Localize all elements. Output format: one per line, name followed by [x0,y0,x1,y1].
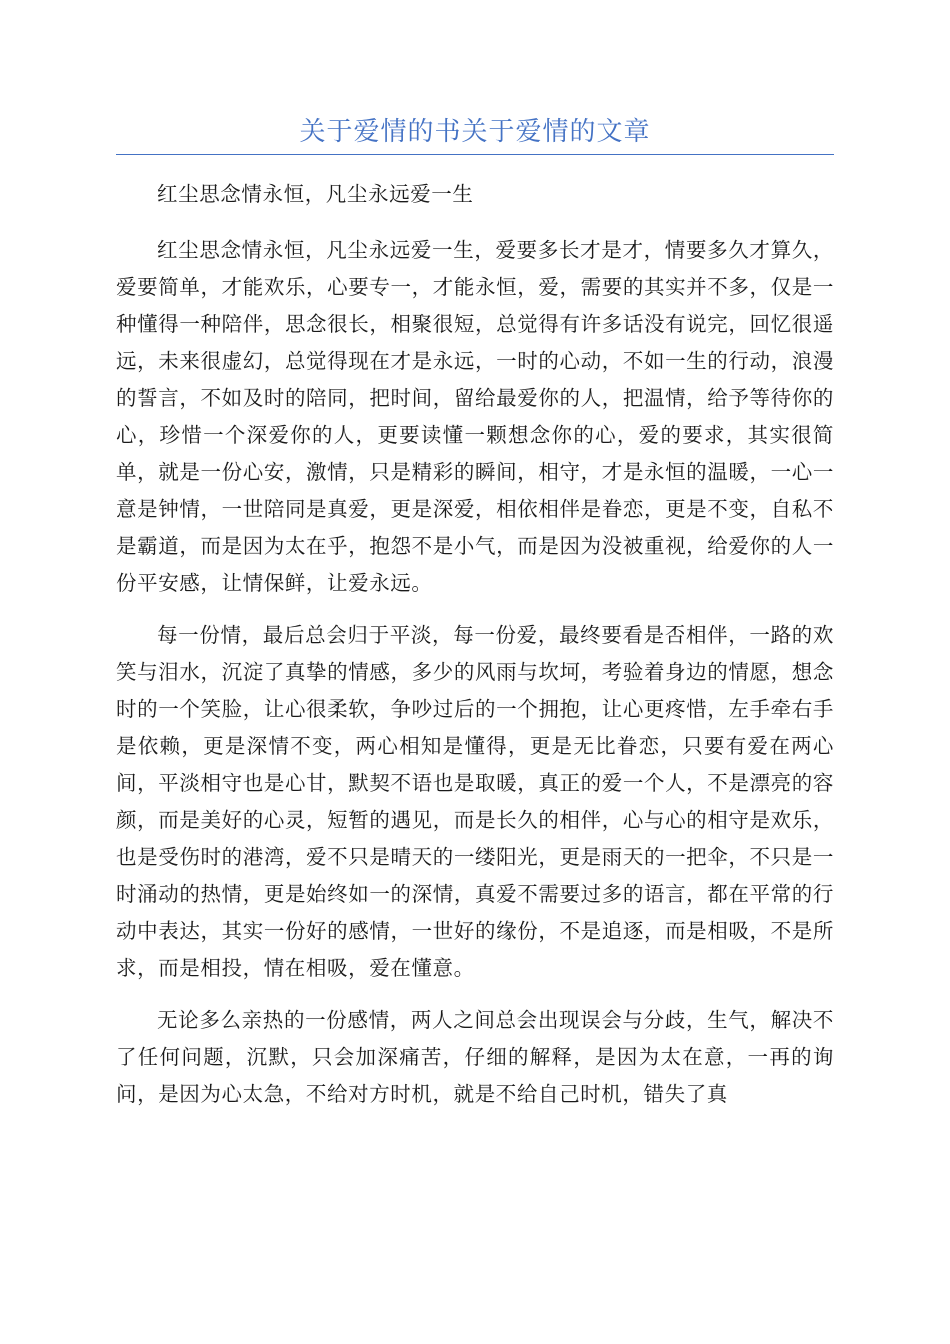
document-body [116,176,834,1128]
body-paragraph: 红尘思念情永恒，凡尘永远爱一生，爱要多长才是才，情要多久才算久，爱要简单，才能欢乐，心要专一，才能永恒，爱，需要的其实并不多，仅是一种懂得一种陪伴，思念很长，相聚很短，总觉得有许多话没有说完，回忆很遥远，未来很虚幻，总觉得现在才是永远，一时的心动，不如一生的行动，浪漫的誓言，不如及时的陪同，把时间，留给最爱你的人，把温情，给予等待你的心，珍惜一个深爱你的人，更要读懂一颗想念你的心，爱的要求，其实很简单，就是一份心安，激情，只是精彩的瞬间，相守，才是永恒的温暖，一心一意是钟情，一世陪同是真爱，更是深爱，相依相伴是眷恋，更是不变，自私不是霸道，而是因为太在乎，抱怨不是小气，而是因为没被重视，给爱你的人一份平安感，让情保鲜，让爱永远。 [116,238,834,595]
title-underline [116,154,834,155]
subtitle-paragraph: 红尘思念情永恒，凡尘永远爱一生 [157,182,474,206]
document-title: 关于爱情的书关于爱情的文章 [299,117,651,147]
body-paragraph: 每一份情，最后总会归于平淡，每一份爱，最终要看是否相伴，一路的欢笑与泪水，沉淀了真挚的情感，多少的风雨与坎坷，考验着身边的情愿，想念时的一个笑脸，让心很柔软，争吵过后的一个拥抱，让心更疼惜，左手牵右手是依赖，更是深情不变，两心相知是懂得，更是无比眷恋，只要有爱在两心间，平淡相守也是心甘，默契不语也是取暖，真正的爱一个人，不是漂亮的容颜，而是美好的心灵，短暂的遇见，而是长久的相伴，心与心的相守是欢乐，也是受伤时的港湾，爱不只是晴天的一缕阳光，更是雨天的一把伞，不只是一时涌动的热情，更是始终如一的深情，真爱不需要过多的语言，都在平常的行动中表达，其实一份好的感情，一世好的缘份，不是追逐，而是相吸，不是所求，而是相投，情在相吸，爱在懂意。 [116,623,834,980]
body-paragraph: 无论多么亲热的一份感情，两人之间总会出现误会与分歧，生气，解决不了任何问题，沉默，只会加深痛苦，仔细的解释，是因为太在意，一再的询问，是因为心太急，不给对方时机，就是不给自己时机，错失了真 [116,1008,834,1106]
